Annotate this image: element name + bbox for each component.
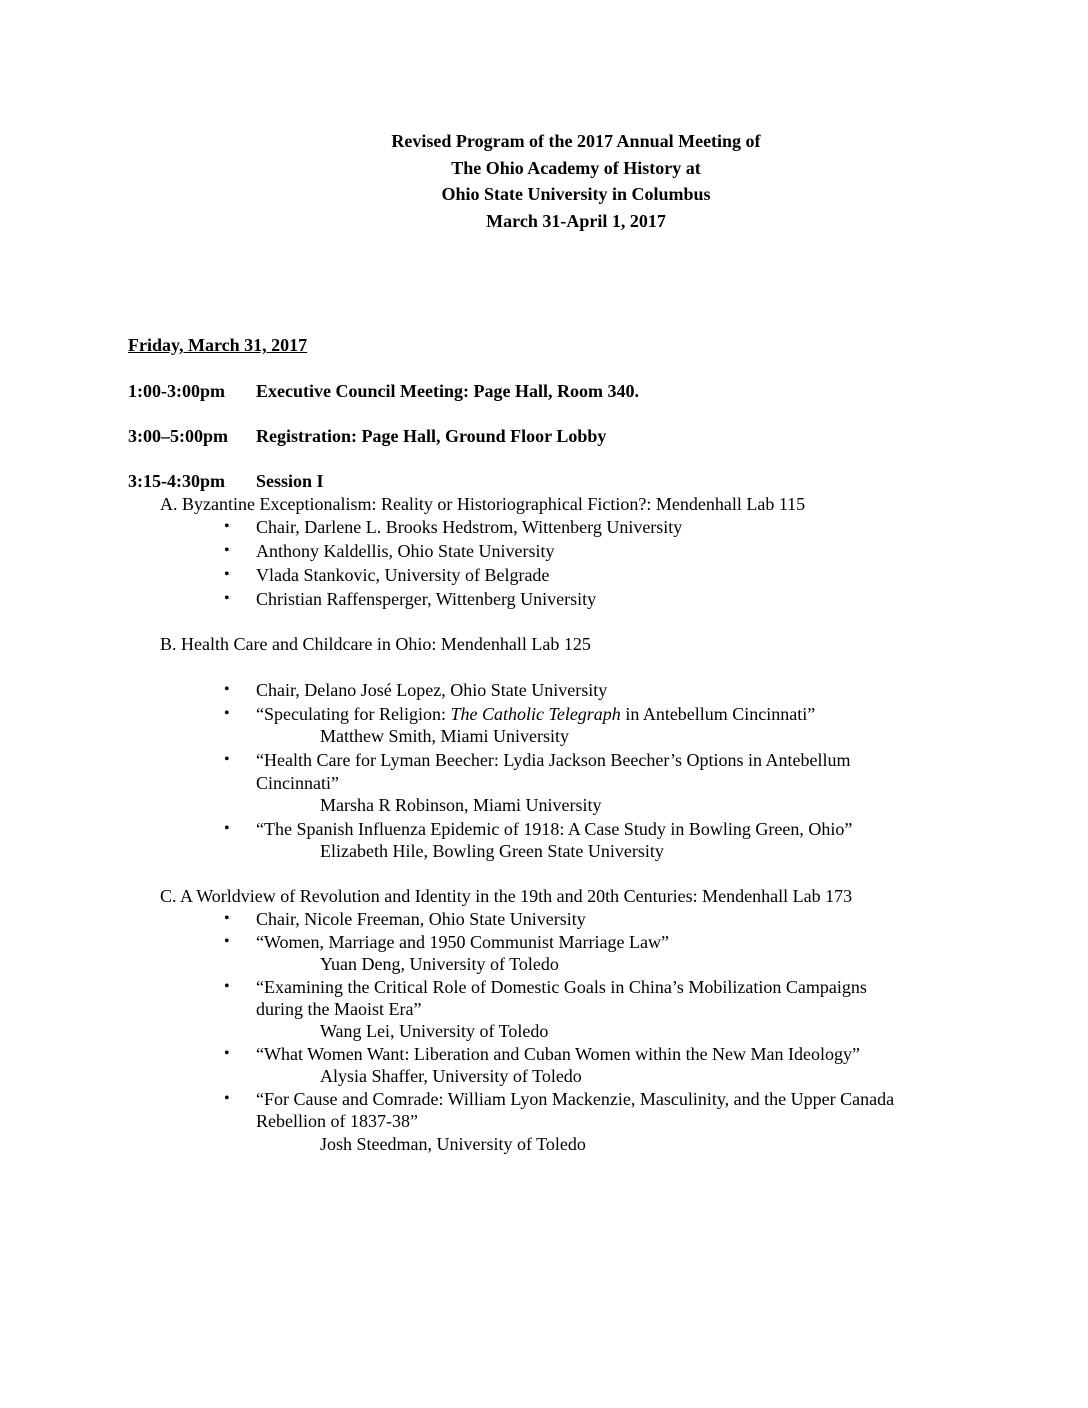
list-item: Chair, Nicole Freeman, Ohio State University (256, 909, 586, 929)
list-item: Christian Raffensperger, Wittenberg University (256, 589, 597, 609)
slot-time: 1:00-3:00pm (128, 381, 225, 401)
paper-title-continued: Cincinnati” (256, 773, 339, 793)
paper-title-continued: during the Maoist Era” (256, 999, 422, 1019)
paper-title-part: “Speculating for Religion: (256, 704, 451, 724)
paper-author: Elizabeth Hile, Bowling Green State University (320, 841, 664, 861)
day-heading: Friday, March 31, 2017 (128, 335, 308, 355)
paper-title (256, 703, 815, 725)
bullet-icon: • (224, 681, 230, 698)
title-line-2: The Ohio Academy of History at (451, 157, 701, 178)
title-line-4: March 31-April 1, 2017 (486, 210, 666, 231)
bullet-icon: • (224, 751, 230, 768)
session-a-heading: A. Byzantine Exceptionalism: Reality or Historiographical Fiction?: Mendenhall Lab 115 (160, 494, 806, 514)
paper-title-italic: The Catholic Telegraph (450, 704, 621, 724)
paper-title-part: in Antebellum Cincinnati” (620, 704, 816, 724)
bullet-icon: • (224, 705, 230, 722)
paper-author: Josh Steedman, University of Toledo (320, 1134, 586, 1154)
slot-event: Executive Council Meeting: Page Hall, Room 340. (256, 381, 639, 401)
schedule-slot (128, 426, 606, 447)
schedule-slot (128, 381, 639, 402)
paper-title: “Health Care for Lyman Beecher: Lydia Jackson Beecher’s Options in Antebellum (256, 750, 851, 770)
bullet-icon: • (224, 1090, 230, 1107)
bullet-icon: • (224, 910, 230, 927)
slot-time: 3:00–5:00pm (128, 426, 228, 446)
schedule-slot (128, 471, 324, 492)
list-item: Chair, Delano José Lopez, Ohio State University (256, 680, 608, 700)
session-c-heading: C. A Worldview of Revolution and Identity in the 19th and 20th Centuries: Mendenhall Lab 173 (160, 886, 853, 906)
session-b-heading: B. Health Care and Childcare in Ohio: Mendenhall Lab 125 (160, 634, 591, 654)
bullet-icon: • (224, 933, 230, 950)
bullet-icon: • (224, 978, 230, 995)
slot-time: 3:15-4:30pm (128, 471, 225, 491)
paper-title: “For Cause and Comrade: William Lyon Mackenzie, Masculinity, and the Upper Canada (256, 1089, 895, 1109)
paper-title-continued: Rebellion of 1837-38” (256, 1111, 418, 1131)
bullet-icon: • (224, 820, 230, 837)
title-line-1: Revised Program of the 2017 Annual Meeting of (391, 131, 761, 151)
bullet-icon: • (224, 518, 230, 535)
paper-author: Wang Lei, University of Toledo (320, 1021, 549, 1041)
paper-title: “What Women Want: Liberation and Cuban Women within the New Man Ideology” (256, 1044, 861, 1064)
list-item: Chair, Darlene L. Brooks Hedstrom, Wittenberg University (256, 517, 683, 537)
paper-title: “The Spanish Influenza Epidemic of 1918: A Case Study in Bowling Green, Ohio” (256, 819, 853, 839)
paper-author: Alysia Shaffer, University of Toledo (320, 1066, 582, 1086)
bullet-icon: • (224, 1045, 230, 1062)
bullet-icon: • (224, 566, 230, 583)
paper-author: Marsha R Robinson, Miami University (320, 795, 602, 815)
list-item: Anthony Kaldellis, Ohio State University (256, 541, 555, 561)
slot-event: Registration: Page Hall, Ground Floor Lobby (256, 426, 607, 446)
paper-title: “Examining the Critical Role of Domestic Goals in China’s Mobilization Campaigns (256, 977, 867, 997)
program-title (0, 128, 1088, 234)
paper-author: Yuan Deng, University of Toledo (320, 954, 559, 974)
title-line-3: Ohio State University in Columbus (441, 184, 711, 204)
paper-title: “Women, Marriage and 1950 Communist Marriage Law” (256, 932, 669, 952)
slot-event: Session I (256, 471, 324, 491)
list-item: Vlada Stankovic, University of Belgrade (256, 565, 550, 585)
bullet-icon: • (224, 590, 230, 607)
bullet-icon: • (224, 542, 230, 559)
paper-author: Matthew Smith, Miami University (320, 726, 569, 746)
